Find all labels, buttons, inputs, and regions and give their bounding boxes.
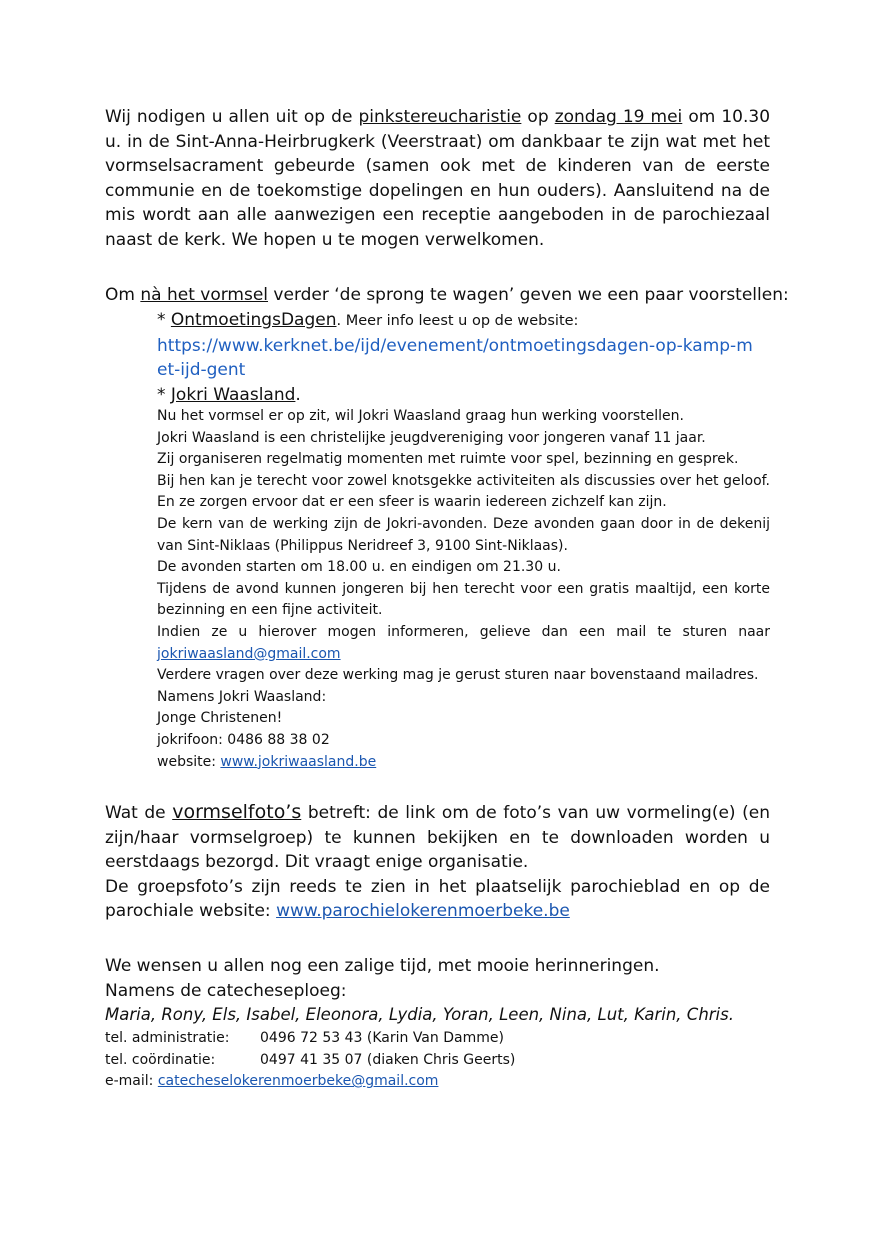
event-date: zondag 19 mei bbox=[554, 107, 683, 127]
jokri-email-link[interactable]: jokriwaasland@gmail.com bbox=[157, 645, 341, 662]
admin-phone-row: tel. administratie: 0496 72 53 43 (Karin Van Damme) bbox=[105, 1030, 504, 1046]
contact-details bbox=[105, 1028, 770, 1093]
jokri-line: Verdere vragen over deze werking mag je gerust sturen naar bovenstaand mailadres. bbox=[157, 667, 759, 684]
event-name: pinkstereucharistie bbox=[358, 107, 522, 127]
proposal-item-jokri: * Jokri Waasland. bbox=[157, 384, 301, 405]
proposals-lead: Om nà het vormsel verder ‘de sprong te wagen’ geven we een paar voorstellen: bbox=[105, 285, 789, 305]
photos-paragraph: Wat de vormselfoto’s betreft: de link om de foto’s van uw vormeling(e) (en zijn/haar vormselgroep) te kunnen bekijken en te downloaden worden u eerstdaags bezorgd. Dit vraagt enige organisatie. De groepsfoto’s zijn reeds te zien in het plaatselijk parochieblad en op de parochiale website: www.parochielokerenmoerbeke.be bbox=[105, 801, 770, 922]
parish-website-link[interactable]: www.parochielokerenmoerbeke.be bbox=[276, 901, 570, 922]
intro-paragraph bbox=[105, 105, 770, 253]
catechesis-email-row: e-mail: catecheselokerenmoerbeke@gmail.com bbox=[105, 1073, 439, 1090]
closing-wish: We wensen u allen nog een zalige tijd, met mooie herinneringen. bbox=[105, 956, 660, 976]
team-names: Maria, Rony, Els, Isabel, Eleonora, Lydia, Yoran, Leen, Nina, Lut, Karin, Chris. bbox=[105, 1005, 734, 1025]
jokri-line: De avonden starten om 18.00 u. en eindigen om 21.30 u. bbox=[157, 559, 561, 576]
coordination-phone-row: tel. coördinatie: 0497 41 35 07 (diaken Chris Geerts) bbox=[105, 1051, 516, 1068]
jokri-description: Nu het vormsel er op zit, wil Jokri Waasland graag hun werking voorstellen. Jokri Waasland is een christelijke jeugdvereniging voor jongeren vanaf 11 jaar. Zij organiseren regelmatig momenten met ruimte voor spel, bezinning en gesprek. Bij hen kan je terecht voor zowel knotsgekke activiteiten als discussies over het geloof. En ze zorgen ervoor dat er een sfeer is waarin iedereen zichzelf kan zijn. De kern van de werking zijn de Jokri-avonden. Deze avonden gaan door in de dekenij van Sint-Niklaas (Philippus Neridreef 3, 9100 Sint-Niklaas). De avonden starten om 18.00 u. en eindigen om 21.30 u. Tijdens de avond kunnen jongeren bij hen terecht voor een gratis maaltijd, een korte bezinning en een fijne activiteit. Indien ze u hierover mogen informeren, gelieve dan een mail te sturen naar jokriwaasland@gmail.com Verdere vragen over deze werking mag je gerust sturen naar bovenstaand mailadres. Namens Jokri Waasland: Jonge Christenen! jokrifoon: 0486 88 38 02 website: www.jokriwaasland.be bbox=[157, 408, 770, 770]
jokri-contact-request: Indien ze u hierover mogen informeren, gelieve dan een mail te sturen naar jokriwaasland@gmail.com bbox=[157, 623, 770, 662]
jokri-line: Jokri Waasland is een christelijke jeugdvereniging voor jongeren vanaf 11 jaar. bbox=[157, 429, 706, 446]
ontmoetingsdagen-link[interactable]: https://www.kerknet.be/ijd/evenement/ontmoetingsdagen-op-kamp-met-ijd-gent bbox=[157, 335, 753, 381]
team-label: Namens de catecheseploeg: bbox=[105, 980, 347, 1001]
catechesis-email-link[interactable]: catecheselokerenmoerbeke@gmail.com bbox=[157, 1073, 439, 1090]
after-confirmation-text: nà het vormsel bbox=[140, 285, 269, 305]
proposal-item-ontmoetingsdagen: * OntmoetingsDagen. Meer info leest u op de website: https://www.kerknet.be/ijd/evenement/ontmoetingsdagen-op-kamp-met-ijd-gent * Jokri Waasland. bbox=[157, 308, 770, 407]
jokri-signature: Jonge Christenen! bbox=[157, 710, 283, 727]
jokri-website-link[interactable]: www.jokriwaasland.be bbox=[220, 753, 377, 770]
jokri-label: Jokri Waasland bbox=[170, 384, 296, 405]
jokri-line: De kern van de werking zijn de Jokri-avonden. Deze avonden gaan door in de dekenij van Sint-Niklaas (Philippus Neridreef 3, 9100 Sint-Niklaas). bbox=[157, 515, 770, 554]
intro-text: om 10.30 u. in de Sint-Anna-Heirbrugkerk (Veerstraat) om dankbaar te zijn wat met het vormselsacrament gebeurde (samen ook met de kinderen van de eerste communie en de toekomstige dopelingen en hun ouders). Aansluitend na de mis wordt aan alle aanwezigen een receptie aangeboden in de parochiezaal naast de kerk. We hopen u te mogen verwelkomen. bbox=[105, 107, 771, 250]
jokri-line: Bij hen kan je terecht voor zowel knotsgekke activiteiten als discussies over het geloof. En ze zorgen ervoor dat er een sfeer is waarin iedereen zichzelf kan zijn. bbox=[157, 472, 770, 511]
intro-text: Wij nodigen u allen uit op de bbox=[105, 107, 359, 127]
confirmation-photos-label: vormselfoto’s bbox=[172, 801, 302, 823]
jokri-signature: Namens Jokri Waasland: bbox=[157, 688, 327, 705]
ontmoetingsdagen-label: OntmoetingsDagen bbox=[170, 310, 337, 330]
intro-text: op bbox=[521, 107, 555, 127]
jokri-phone: jokrifoon: 0486 88 38 02 bbox=[157, 731, 330, 748]
jokri-line: Nu het vormsel er op zit, wil Jokri Waasland graag hun werking voorstellen. bbox=[157, 408, 684, 424]
closing-section bbox=[105, 954, 770, 1028]
jokri-line: Tijdens de avond kunnen jongeren bij hen terecht voor een gratis maaltijd, een korte bezinning en een fijne activiteit. bbox=[157, 580, 770, 619]
jokri-line: Zij organiseren regelmatig momenten met ruimte voor spel, bezinning en gesprek. bbox=[157, 451, 739, 468]
